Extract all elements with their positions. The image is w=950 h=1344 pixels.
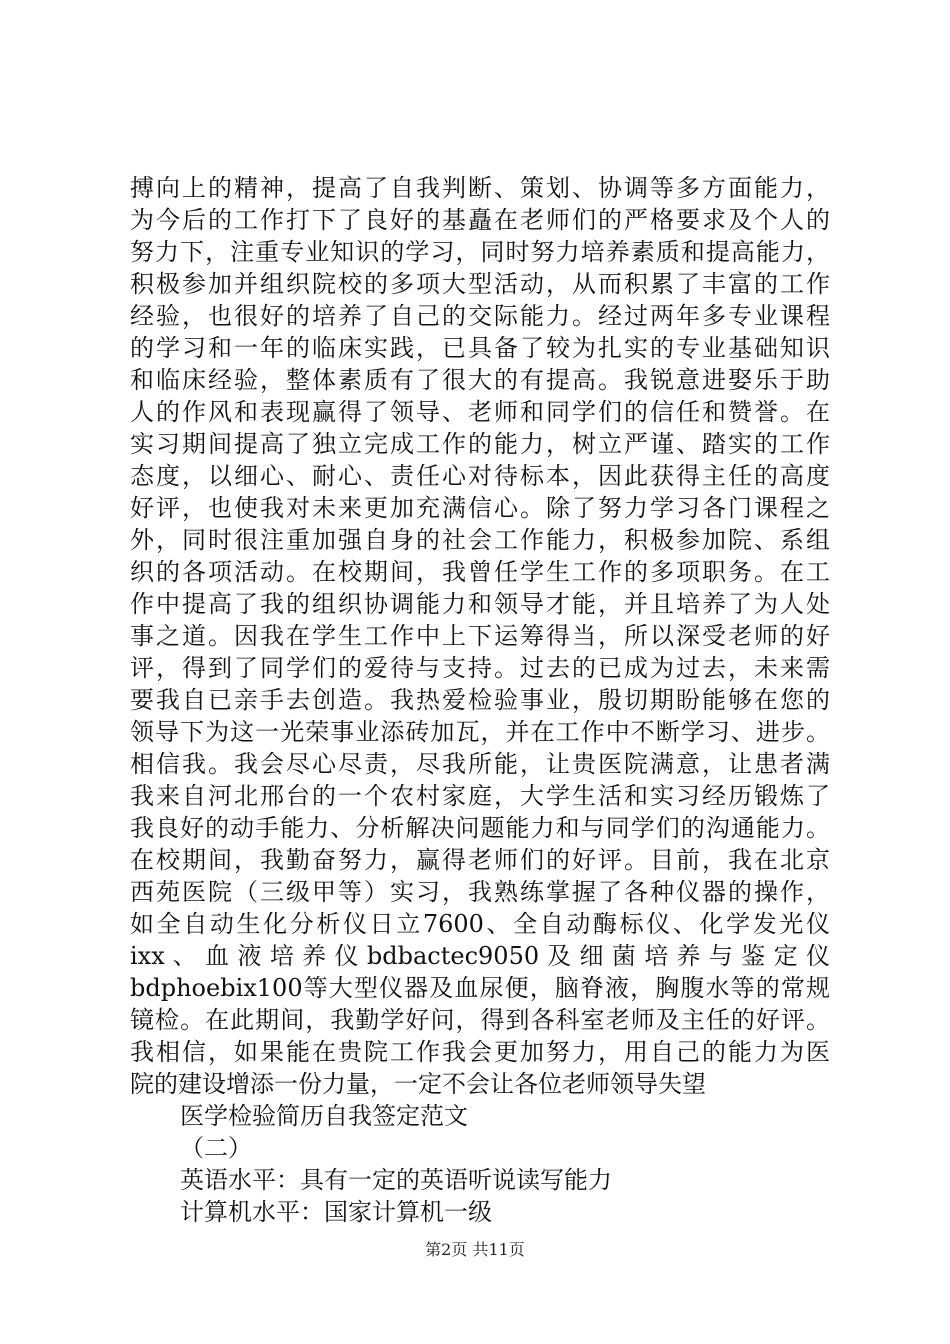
paragraph-line: 经验，也很好的培养了自己的交际能力。经过两年多专业课程 — [130, 302, 830, 330]
paragraph-line: ixx 、 血 液 培 养 仪 bdbactec9050 及 细 菌 培 养 与 鉴 定 仪 — [130, 942, 830, 970]
paragraph-line: 事之道。因我在学生工作中上下运筹得当，所以深受老师的好 — [130, 622, 830, 650]
paragraph-line: 积极参加并组织院校的多项大型活动，从而积累了丰富的工作 — [130, 270, 830, 298]
paragraph-line: 为今后的工作打下了良好的基矗在老师们的严格要求及个人的 — [130, 206, 830, 234]
paragraph-line: 相信我。我会尽心尽责，尽我所能，让贵医院满意，让患者满 — [130, 750, 830, 778]
paragraph-line: 我良好的动手能力、分析解决问题能力和与同学们的沟通能力。 — [130, 814, 830, 842]
paragraph-line: 实习期间提高了独立完成工作的能力，树立严谨、踏实的工作 — [130, 430, 830, 458]
paragraph-line: 镜检。在此期间，我勤学好问，得到各科室老师及主任的好评。 — [130, 1006, 830, 1034]
paragraph-line: 搏向上的精神，提高了自我判断、策划、协调等多方面能力， — [130, 174, 830, 202]
paragraph-line: 院的建设增添一份力量，一定不会让各位老师领导失望 — [130, 1070, 706, 1098]
paragraph-line: 和临床经验，整体素质有了很大的有提高。我锐意进娶乐于助 — [130, 366, 830, 394]
paragraph-line: 在校期间，我勤奋努力，赢得老师们的好评。目前，我在北京 — [130, 846, 830, 874]
paragraph-line: 好评，也使我对未来更加充满信心。除了努力学习各门课程之 — [130, 494, 830, 522]
paragraph-line: 织的各项活动。在校期间，我曾任学生工作的多项职务。在工 — [130, 558, 830, 586]
paragraph-line: 作中提高了我的组织协调能力和领导才能，并且培养了为人处 — [130, 590, 830, 618]
page-footer — [0, 1240, 950, 1260]
paragraph-line: bdphoebix100等大型仪器及血尿便，脑脊液，胸腹水等的常规 — [130, 974, 830, 1002]
paragraph-line: 外，同时很注重加强自身的社会工作能力，积极参加院、系组 — [130, 526, 830, 554]
paragraph-line: 要我自已亲手去创造。我热爱检验事业，殷切期盼能够在您的 — [130, 686, 830, 714]
paragraph-line: 西苑医院（三级甲等）实习，我熟练掌握了各种仪器的操作， — [130, 878, 830, 906]
section-subheading: （二） — [180, 1134, 252, 1162]
paragraph-line: 努力下，注重专业知识的学习，同时努力培养素质和提高能力， — [130, 238, 830, 266]
paragraph-line: 评，得到了同学们的爱待与支持。过去的已成为过去，未来需 — [130, 654, 830, 682]
computer-level: 计算机水平：国家计算机一级 — [180, 1198, 492, 1226]
paragraph-line: 的学习和一年的临床实践，已具备了较为扎实的专业基础知识 — [130, 334, 830, 362]
page-number: 第2页 共11页 — [425, 1240, 525, 1259]
document-body — [130, 172, 830, 1228]
english-level: 英语水平：具有一定的英语听说读写能力 — [180, 1166, 612, 1194]
paragraph-line: 领导下为这一光荣事业添砖加瓦，并在工作中不断学习、进步。 — [130, 718, 830, 746]
paragraph-line: 如全自动生化分析仪日立7600、全自动酶标仪、化学发光仪 — [130, 910, 830, 938]
paragraph-line: 人的作风和表现赢得了领导、老师和同学们的信任和赞誉。在 — [130, 398, 830, 426]
paragraph-line: 我相信，如果能在贵院工作我会更加努力，用自己的能力为医 — [130, 1038, 830, 1066]
section-heading: 医学检验简历自我签定范文 — [180, 1102, 468, 1130]
paragraph-line: 我来自河北邢台的一个农村家庭，大学生活和实习经历锻炼了 — [130, 782, 830, 810]
paragraph-line: 态度，以细心、耐心、责任心对待标本，因此获得主任的高度 — [130, 462, 830, 490]
